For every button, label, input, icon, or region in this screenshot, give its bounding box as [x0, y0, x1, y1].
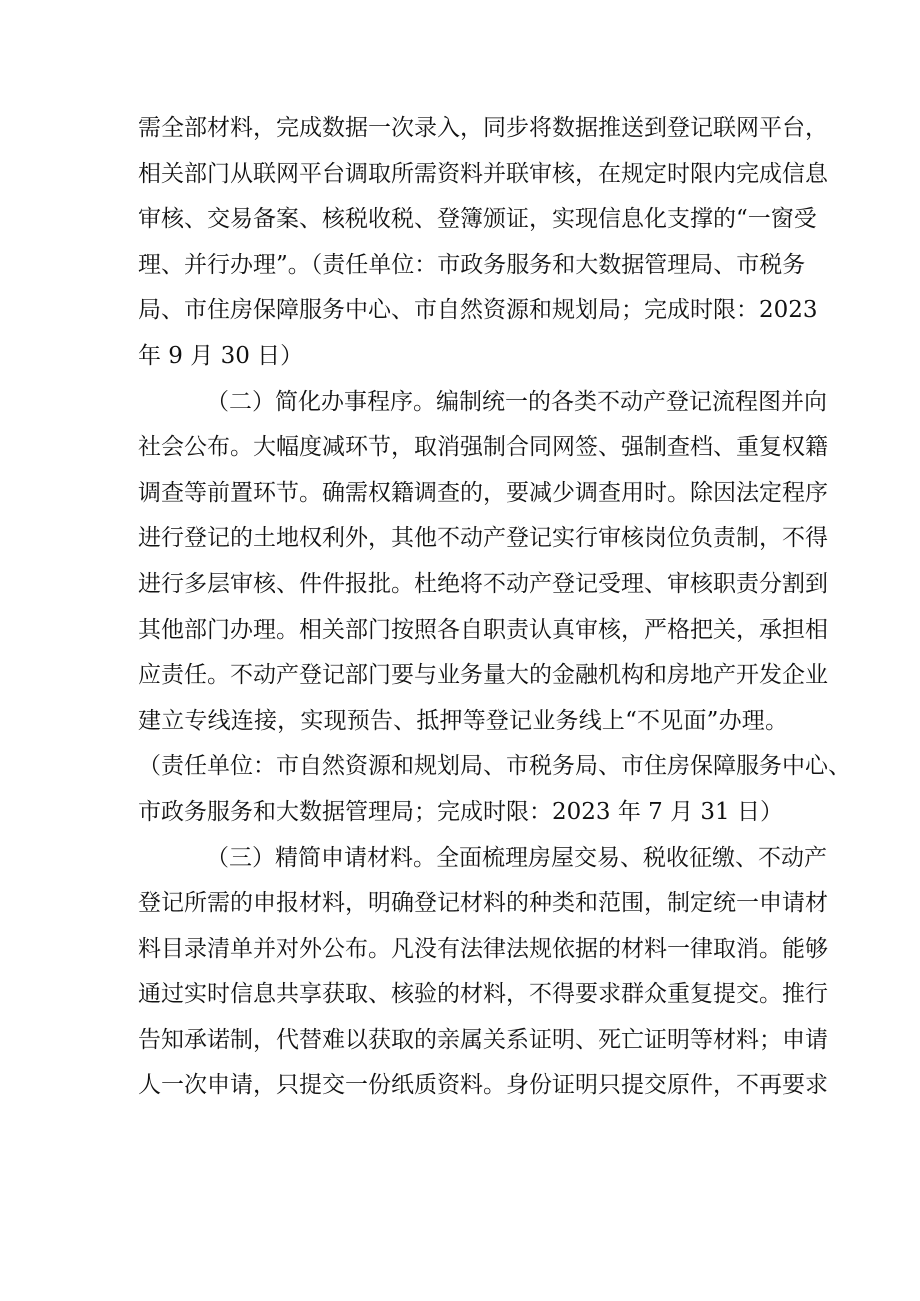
text-line: 登记所需的申报材料，明确登记材料的种类和范围，制定统一申请材: [138, 890, 828, 917]
text-line: 进行登记的土地权利外，其他不动产登记实行审核岗位负责制，不得: [138, 525, 828, 552]
text-line: 市政务服务和大数据管理局；完成时限：2023 年 7 月 31 日）: [138, 798, 783, 825]
text-line: 建立专线连接，实现预告、抵押等登记业务线上“不见面”办理。: [138, 707, 788, 734]
document-body: [138, 106, 851, 1109]
text-line: 应责任。不动产登记部门要与业务量大的金融机构和房地产开发企业: [138, 662, 828, 689]
text-line: 相关部门从联网平台调取所需资料并联审核，在规定时限内完成信息: [138, 160, 828, 187]
text-line: 通过实时信息共享获取、核验的材料，不得要求群众重复提交。推行: [138, 981, 828, 1008]
text-line: 局、市住房保障服务中心、市自然资源和规划局；完成时限：2023: [138, 297, 818, 324]
text-line: 进行多层审核、件件报批。杜绝将不动产登记受理、审核职责分割到: [138, 570, 828, 597]
text-line: 理、并行办理”。（责任单位：市政务服务和大数据管理局、市税务: [138, 251, 806, 278]
text-line: 年 9 月 30 日）: [138, 342, 304, 369]
text-line: （责任单位：市自然资源和规划局、市税务局、市住房保障服务中心、: [138, 753, 851, 780]
text-line: 告知承诺制，代替难以获取的亲属关系证明、死亡证明等材料；申请: [138, 1026, 828, 1053]
text-line: 人一次申请，只提交一份纸质资料。身份证明只提交原件，不再要求: [138, 1072, 828, 1099]
text-line: 其他部门办理。相关部门按照各自职责认真审核，严格把关，承担相: [138, 616, 828, 643]
text-line: 社会公布。大幅度减环节，取消强制合同网签、强制查档、重复权籍: [138, 434, 828, 461]
text-line: 需全部材料，完成数据一次录入，同步将数据推送到登记联网平台，: [138, 115, 828, 141]
paragraph-heading-line: （三）精简申请材料。全面梳理房屋交易、税收征缴、不动产: [206, 844, 827, 871]
paragraph-heading-line: （二）简化办事程序。编制统一的各类不动产登记流程图并向: [206, 388, 827, 415]
text-line: 调查等前置环节。确需权籍调查的，要减少调查用时。除因法定程序: [138, 479, 828, 506]
text-line: 审核、交易备案、核税收税、登簿颁证，实现信息化支撑的“一窗受: [138, 206, 817, 233]
text-line: 料目录清单并对外公布。凡没有法律法规依据的材料一律取消。能够: [138, 935, 828, 962]
